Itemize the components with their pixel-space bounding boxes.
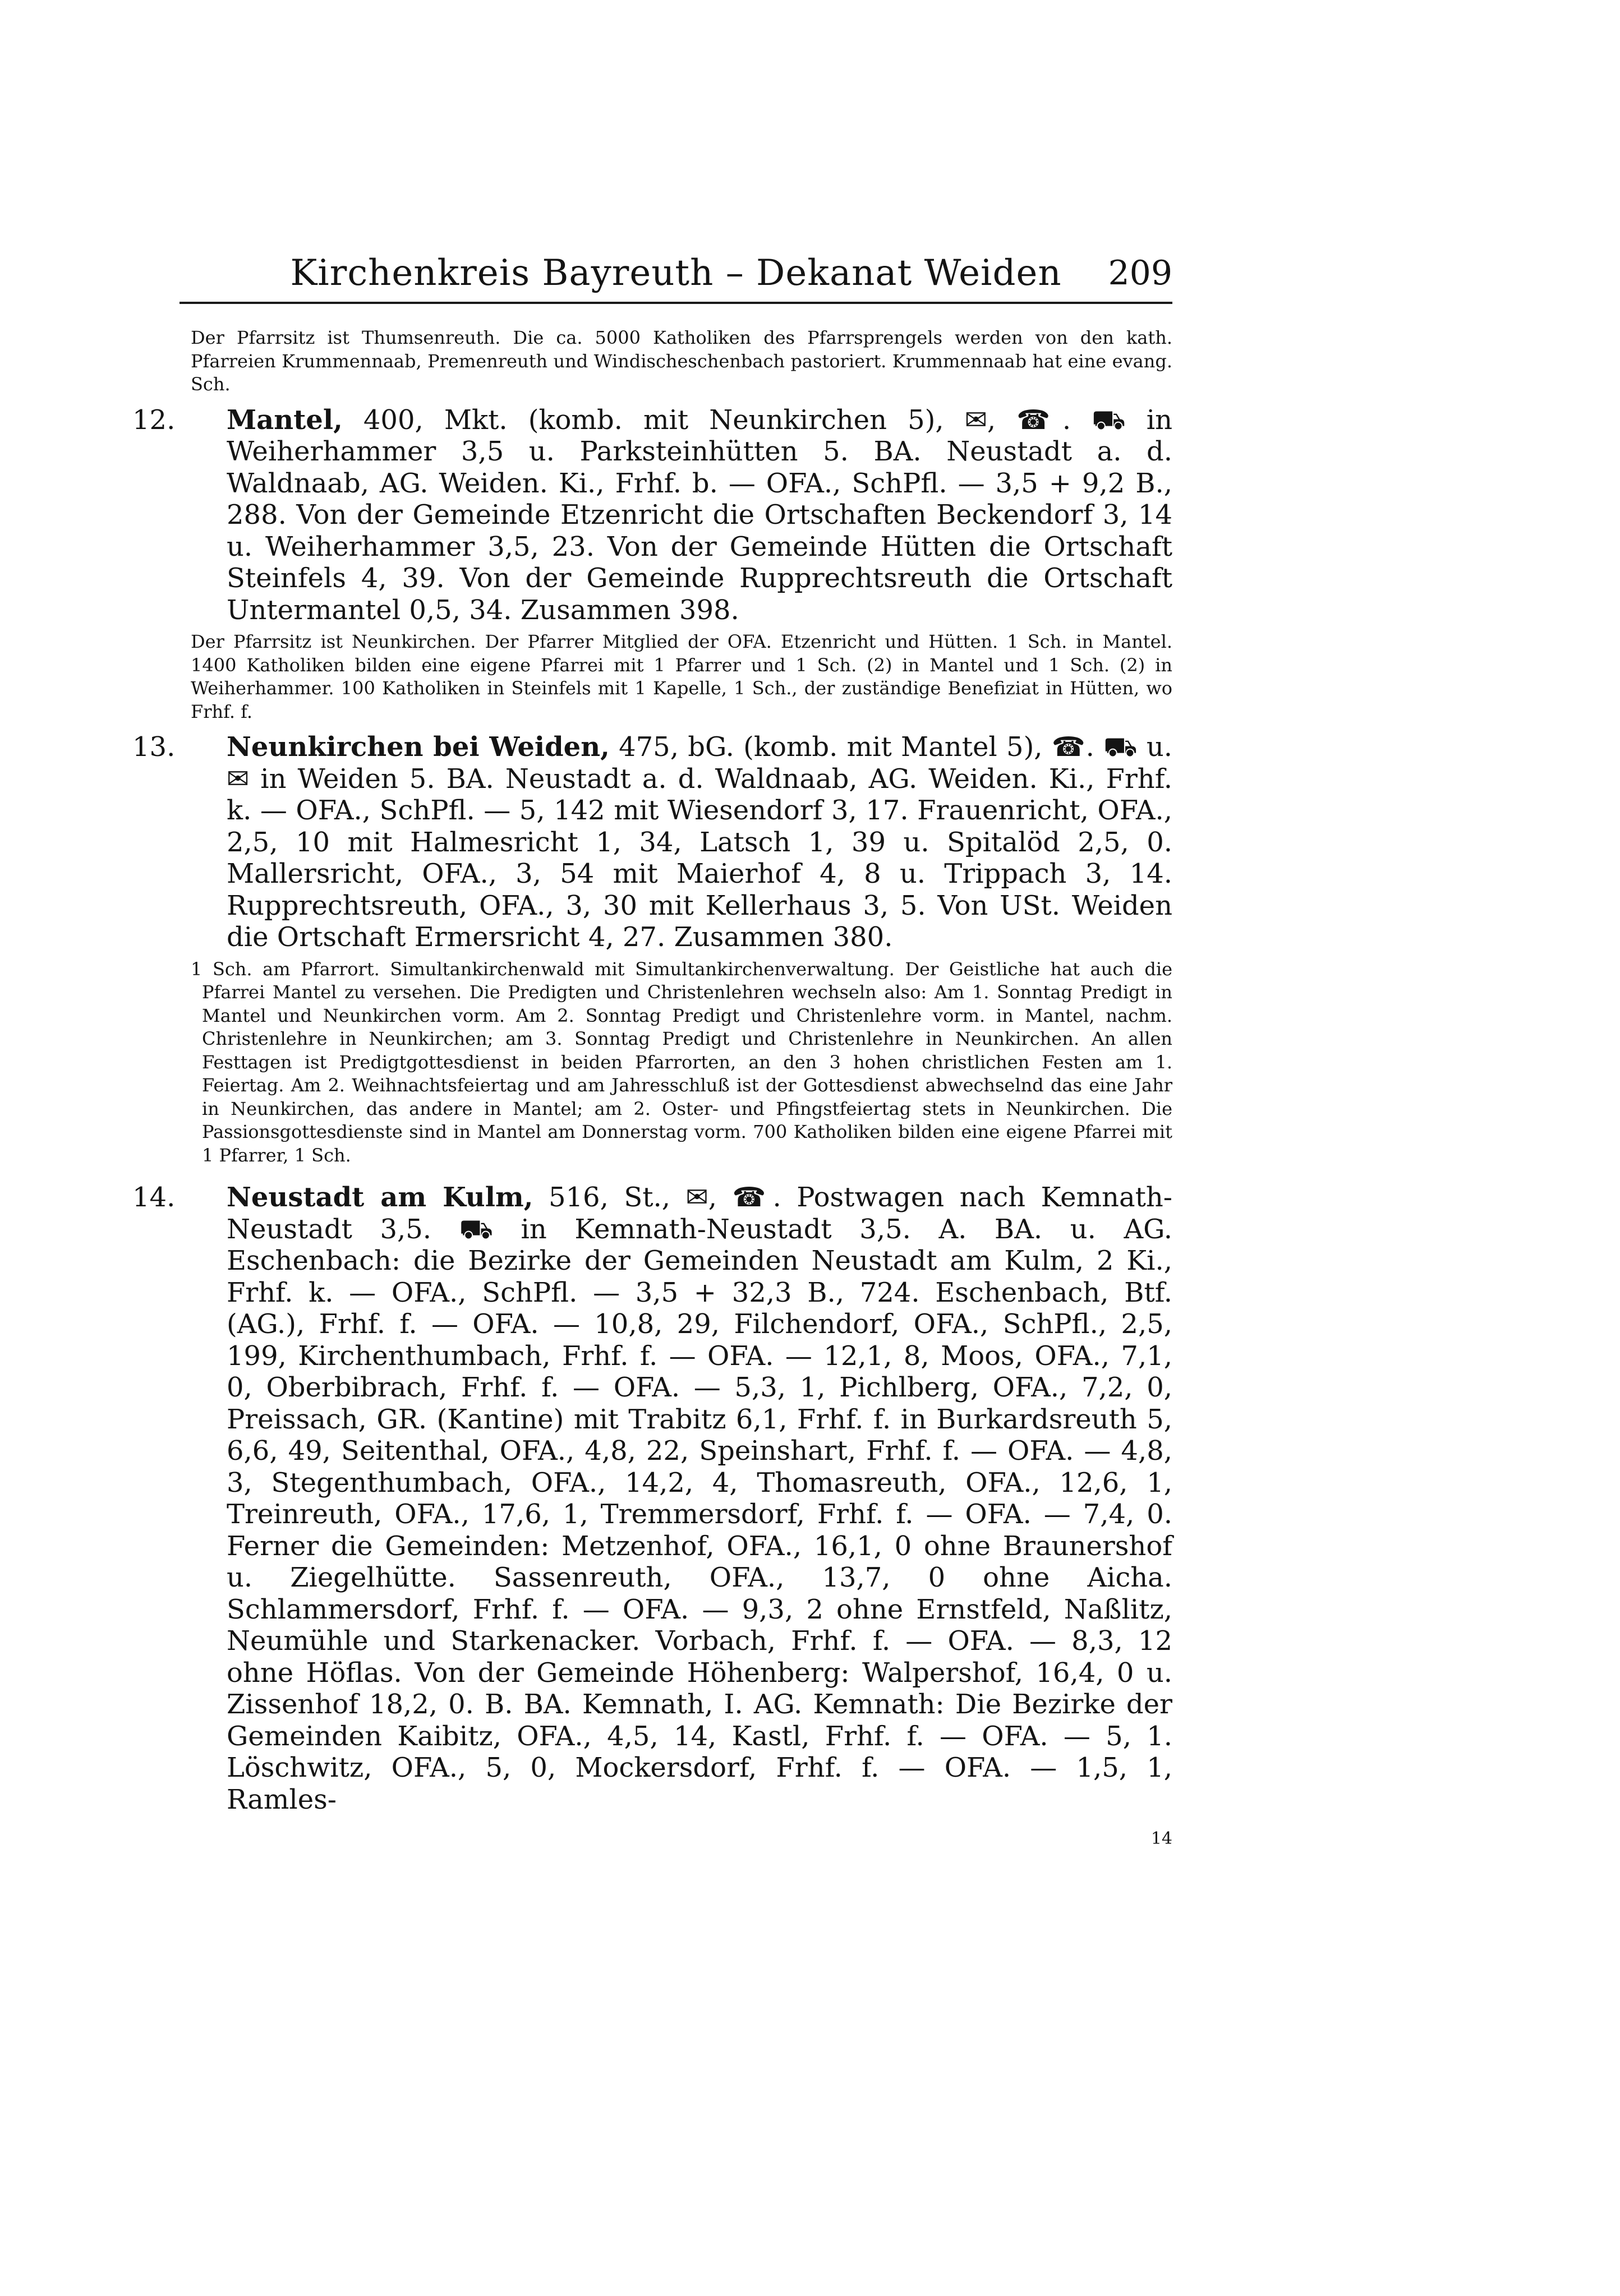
header-rule [180, 302, 1172, 304]
page-number: 209 [1108, 253, 1172, 293]
entry-number: 13. [132, 731, 176, 763]
entry-name: Mantel, [227, 404, 343, 436]
entry-number: 14. [132, 1182, 176, 1213]
entry-text: 516, St., ✉, ☎. Postwagen nach Kemnath-Neustadt 3,5. ⛟ in Kemnath-Neustadt 3,5. A. BA. u. AG. Eschenbach: die Bezirke der Gemeinden Neustadt am Kulm, 2 Ki., Frhf. k. — OFA., SchPfl. — 3,5 + 32,3 B., 724. Eschenbach, Btf. (AG.), Frhf. f. — OFA. — 10,8, 29, Filchendorf, OFA., SchPfl., 2,5, 199, Kirchenthumbach, Frhf. f. — OFA. — 12,1, 8, Moos, OFA., 7,1, 0, Oberbibrach, Frhf. f. — OFA. — 5,3, 1, Pichlberg, OFA., 7,2, 0, Preissach, GR. (Kantine) mit Trabitz 6,1, Frhf. f. in Burkardsreuth 5, 6,6, 49, Seitenthal, OFA., 4,8, 22, Speinshart, Frhf. f. — OFA. — 4,8, 3, Stegenthumbach, OFA., 14,2, 4, Thomasreuth, OFA., 12,6, 1, Treinreuth, OFA., 17,6, 1, Tremmersdorf, Frhf. f. — OFA. — 7,4, 0. Ferner die Gemeinden: Metzenhof, OFA., 16,1, 0 ohne Braunershof u. Ziegelhütte. Sassenreuth, OFA., 13,7, 0 ohne Aicha. Schlammersdorf, Frhf. f. — OFA. — 9,3, 2 ohne Ernstfeld, Naßlitz, Neumühle und Starkenacker. Vorbach, Frhf. f. — OFA. — 8,3, 12 ohne Höflas. Von der Gemeinde Höhenberg: Walpershof, 16,4, 0 u. Zissenhof 18,2, 0. B. BA. Kemnath, I. AG. Kemnath: Die Bezirke der Gemeinden Kaibitz, OFA., 4,5, 14, Kastl, Frhf. f. — OFA. — 5, 1. Löschwitz, OFA., 5, 0, Mockersdorf, Frhf. f. — OFA. — 1,5, 1, Ramles- [227, 1182, 1173, 1815]
entry-name: Neustadt am Kulm, [227, 1182, 533, 1213]
entry-number: 12. [132, 404, 176, 436]
note-neunkirchen: 1 Sch. am Pfarrort. Simultankirchenwald mit Simultankirchenverwaltung. Der Geistliche hat auch die Pfarrei Mantel zu versehen. Die Predigten und Christenlehren wechseln also: Am 1. Sonntag Predigt in Mantel und Neunkirchen vorm. Am 2. Sonntag Predigt und Christenlehre vorm. in Mantel, nachm. Christenlehre in Neunkirchen; am 3. Sonntag Predigt und Christenlehre in Neunkirchen. An allen Festtagen ist Predigtgottesdienst in beiden Pfarrorten, an den 3 hohen christlichen Festen am 1. Feiertag. Am 2. Weihnachtsfeiertag und am Jahresschluß ist der Gottesdienst abwechselnd das eine Jahr in Neunkirchen, das andere in Mantel; am 2. Oster- und Pfingstfeiertag stets in Neunkirchen. Die Passionsgottesdienste sind in Mantel am Donnerstag vorm. 700 Katholiken bilden eine eigene Pfarrei mit 1 Pfarrer, 1 Sch. [191, 958, 1172, 1166]
running-title: Kirchenkreis Bayreuth – Dekanat Weiden [290, 252, 1062, 294]
entry-mantel [132, 404, 1172, 626]
page [132, 247, 1173, 1848]
entry-text: 400, Mkt. (komb. mit Neunkirchen 5), ✉, ☎. ⛟ in Weiherhammer 3,5 u. Parksteinhütten 5. BA. Neustadt a. d. Waldnaab, AG. Weiden. Ki., Frhf. b. — OFA., SchPfl. — 3,5 + 9,2 B., 288. Von der Gemeinde Etzenricht die Ortschaften Beckendorf 3, 14 u. Weiherhammer 3,5, 23. Von der Gemeinde Hütten die Ortschaft Steinfels 4, 39. Von der Gemeinde Rupprechtsreuth die Ortschaft Untermantel 0,5, 34. Zusammen 398. [227, 404, 1172, 626]
note-mantel: Der Pfarrsitz ist Neunkirchen. Der Pfarrer Mitglied der OFA. Etzenricht und Hütten. 1 Sch. in Mantel. 1400 Katholiken bilden eine eigene Pfarrei mit 1 Pfarrer und 1 Sch. (2) in Mantel und 1 Sch. (2) in Weiherhammer. 100 Katholiken in Steinfels mit 1 Kapelle, 1 Sch., der zuständige Benefiziat in Hütten, wo Frhf. f. [191, 631, 1172, 722]
entry-neustadt-am-kulm [132, 1182, 1173, 1815]
note-thumsenreuth: Der Pfarrsitz ist Thumsenreuth. Die ca. 5000 Katholiken des Pfarrsprengels werden von den kath. Pfarreien Krummennaab, Premenreuth und Windischeschenbach pastoriert. Krummennaab hat eine evang. Sch. [191, 327, 1172, 395]
entry-name: Neunkirchen bei Weiden, [227, 731, 610, 763]
entry-text: 475, bG. (komb. mit Mantel 5), ☎. ⛟ u. ✉ in Weiden 5. BA. Neustadt a. d. Waldnaab, AG. Weiden. Ki., Frhf. k. — OFA., SchPfl. — 5, 142 mit Wiesendorf 3, 17. Frauenricht, OFA., 2,5, 10 mit Halmesricht 1, 34, Latsch 1, 39 u. Spitalöd 2,5, 0. Mallersricht, OFA., 3, 54 mit Maierhof 4, 8 u. Trippach 3, 14. Rupprechtsreuth, OFA., 3, 30 mit Kellerhaus 3, 5. Von USt. Weiden die Ortschaft Ermersricht 4, 27. Zusammen 380. [227, 731, 1172, 953]
page-header [180, 247, 1172, 308]
signature-mark: 14 [1150, 1829, 1172, 1848]
entry-neunkirchen [132, 731, 1172, 953]
